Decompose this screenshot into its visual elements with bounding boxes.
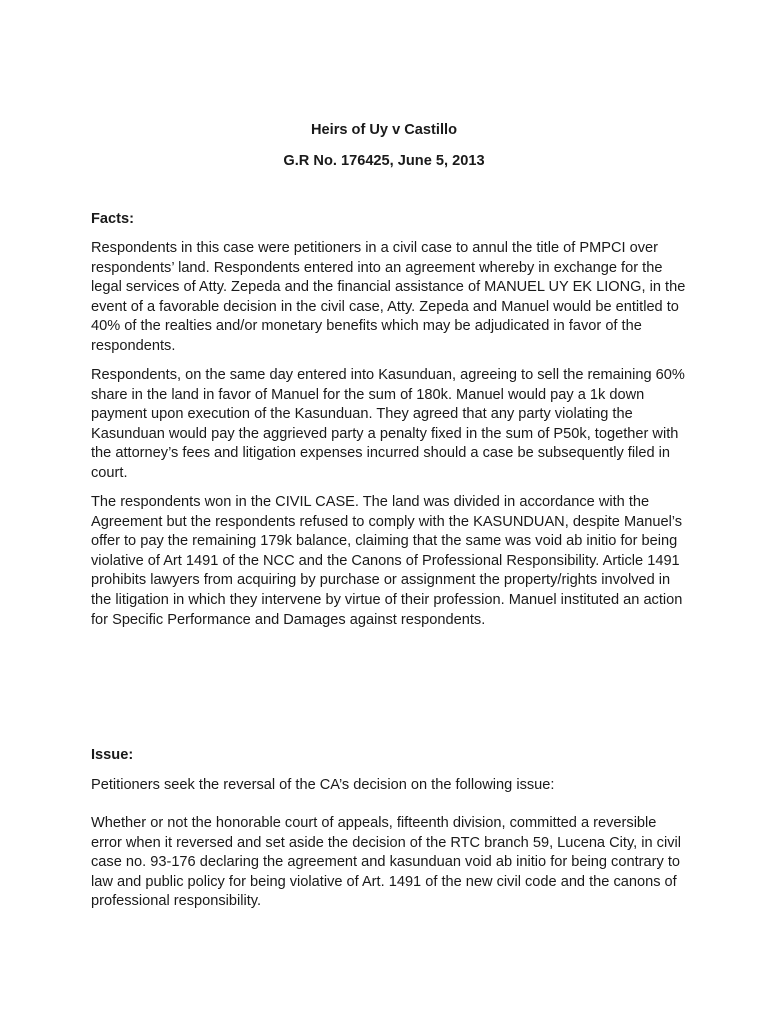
facts-paragraph-1: Respondents in this case were petitioners in a civil case to annul the title of PMPCI over respondents’ land. Respondents entered into an agreement whereby in exchange for the legal services of Atty. Zepeda and the financial assistance of MANUEL UY EK LIONG, in the event of a favorable decision in the civil case, Atty. Zepeda and Manuel would be entitled to 40% of the realties and/or monetary benefits which may be adjudicated in favor of the respondents. xyxy=(91,240,686,354)
case-title: Heirs of Uy v Castillo xyxy=(311,122,457,138)
facts-paragraph-2: Respondents, on the same day entered into Kasunduan, agreeing to sell the remaining 60% share in the land in favor of Manuel for the sum of 180k. Manuel would pay a 1k down payment upon execution of the Kasunduan. They agreed that any party violating the Kasunduan would pay the aggrieved party a penalty fixed in the sum of P50k, together with the attorney’s fees and litigation expenses incurred should a case be subsequently filed in court. xyxy=(91,367,685,481)
facts-heading: Facts: xyxy=(91,211,134,227)
issue-question: Whether or not the honorable court of appeals, fifteenth division, committed a reversible error when it reversed and set aside the decision of the RTC branch 59, Lucena City, in civil case no. 93-176 declaring the agreement and kasunduan void ab initio for being contrary to law and public policy for being violative of Art. 1491 of the new civil code and the canons of professional responsibility. xyxy=(91,815,681,910)
case-citation: G.R No. 176425, June 5, 2013 xyxy=(283,153,485,169)
issue-heading: Issue: xyxy=(91,747,134,763)
facts-paragraph-3: The respondents won in the CIVIL CASE. The land was divided in accordance with the Agreement but the respondents refused to comply with the KASUNDUAN, despite Manuel’s offer to pay the remaining 179k balance, claiming that the same was void ab initio for being violative of Art 1491 of the NCC and the Canons of Professional Responsibility. Article 1491 prohibits lawyers from acquiring by purchase or assignment the property/rights involved in the litigation in which they intervene by virtue of their profession. Manuel instituted an action for Specific Performance and Damages against respondents. xyxy=(91,494,683,628)
issue-intro: Petitioners seek the reversal of the CA’s decision on the following issue: xyxy=(91,777,555,793)
